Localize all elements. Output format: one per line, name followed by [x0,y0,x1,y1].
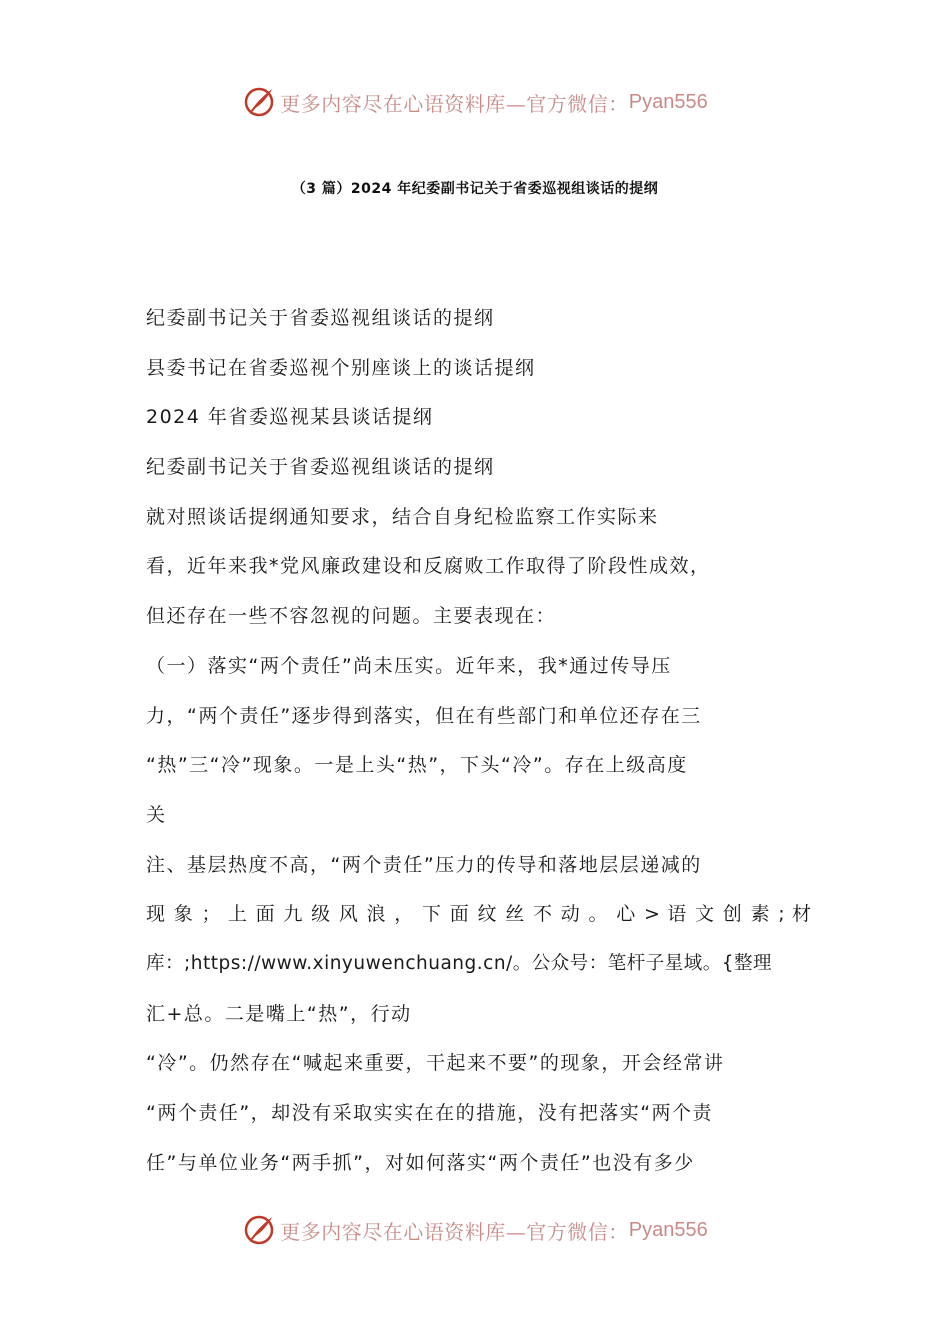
paragraph-line: 任”与单位业务“两手抓”，对如何落实“两个责任”也没有多少 [146,1151,695,1174]
paragraph-line: “两个责任”，却没有采取实实在在的措施，没有把落实“两个责 [146,1102,714,1124]
paragraph-line: 现 象 ； 上 面 九 级 风 浪 ， 下 面 纹 丝 不 动 。 心 > 语 文 创 素 ; 材 [146,903,811,926]
paragraph-line: （一）落实“两个责任”尚未压实。近年来，我*通过传导压 [146,654,672,677]
quill-logo-icon [242,1213,276,1247]
paragraph-line: 看，近年来我*党风廉政建设和反腐败工作取得了阶段性成效， [146,555,711,578]
document-title: （3 篇）2024 年纪委副书记关于省委巡视组谈话的提纲 [291,181,659,197]
banner-text: 更多内容尽在心语资料库—官方微信： [280,1219,629,1244]
paragraph-line: “热”三“冷”现象。一是上头“热”，下头“冷”。存在上级高度 [146,754,688,777]
header-banner [0,82,950,122]
wechat-id: Pyan556 [628,1218,708,1241]
paragraph-line: 库：;https://www.xinyuwenchuang.cn/。公众号：笔杆子星域。{整理 [146,952,773,974]
toc-line: 纪委副书记关于省委巡视组谈话的提纲 [146,307,495,329]
paragraph-line: “冷”。仍然存在“喊起来重要，干起来不要”的现象，开会经常讲 [146,1052,725,1075]
document-body [146,300,811,1194]
wechat-id: Pyan556 [628,90,708,113]
paragraph-line: 力，“两个责任”逐步得到落实，但在有些部门和单位还存在三 [146,704,702,727]
paragraph-line: 但还存在一些不容忽视的问题。主要表现在： [146,605,557,628]
toc-line: 2024 年省委巡视某县谈话提纲 [146,406,434,429]
paragraph-line: 注、基层热度不高，“两个责任”压力的传导和落地层层递减的 [146,853,702,876]
paragraph-line: 就对照谈话提纲通知要求，结合自身纪检监察工作实际来 [146,505,659,528]
toc-line: 县委书记在省委巡视个别座谈上的谈话提纲 [146,356,536,379]
footer-banner [0,1210,950,1250]
quill-logo-icon [242,85,276,119]
paragraph-line: 汇+总。二是嘴上“热”，行动 [146,1002,412,1025]
paragraph-line: 关 [146,803,167,826]
section-heading: 纪委副书记关于省委巡视组谈话的提纲 [146,456,495,479]
banner-text: 更多内容尽在心语资料库—官方微信： [280,91,629,116]
